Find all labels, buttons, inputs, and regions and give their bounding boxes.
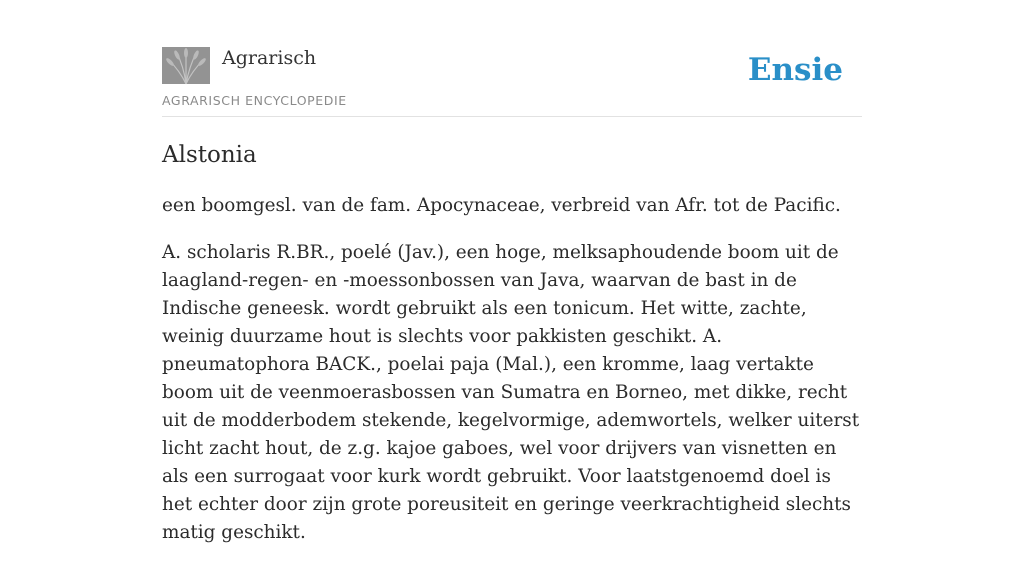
article-body — [162, 192, 862, 566]
wheat-icon[interactable] — [162, 47, 210, 84]
article-paragraph: een boomgesl. van de fam. Apocynaceae, verbreid van Afr. tot de Pacific. — [162, 195, 841, 216]
article-title: Alstonia — [162, 142, 257, 168]
source-subtitle: AGRARISCH ENCYCLOPEDIE — [162, 93, 347, 108]
brand-logo-link[interactable]: Ensie — [747, 52, 843, 88]
page-header — [162, 46, 862, 117]
article-paragraph: A. scholaris R.BR., poelé (Jav.), een hoge, melksaphoudende boom uit de laagland-regen- en -moessonbossen van Java, waarvan de bast in de Indische geneesk. wordt gebruikt als een tonicum. Het witte, zachte, weinig duurzame hout is slechts voor pakkisten geschikt. A. pneumatophora BACK., poelai paja (Mal.), een kromme, laag vertakte boom uit de veenmoerasbossen van Sumatra en Borneo, met dikke, recht uit de modderbodem stekende, kegelvormige, ademwortels, welker uiterst licht zacht hout, de z.g. kajoe gaboes, wel voor drijvers van visnetten en als een surrogaat voor kurk wordt gebruikt. Voor laatstgenoemd doel is het echter door zijn grote poreusiteit en geringe veerkrachtigheid slechts matig geschikt. — [162, 242, 860, 543]
source-name-link[interactable]: Agrarisch — [222, 47, 317, 69]
